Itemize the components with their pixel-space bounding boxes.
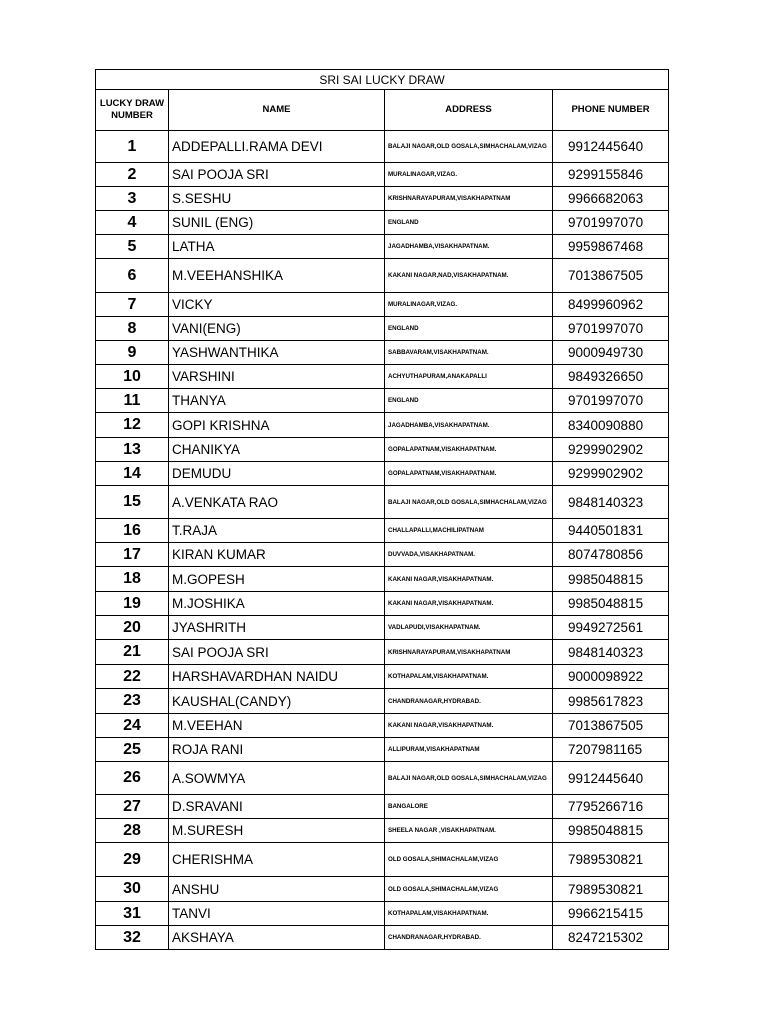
participant-phone: 9000949730 (553, 341, 669, 365)
participant-address: KRISHNARAYAPURAM,VISAKHAPATNAM (385, 640, 553, 665)
header-phone-number: PHONE NUMBER (553, 90, 669, 131)
lucky-draw-number: 27 (96, 795, 169, 819)
lucky-draw-number: 11 (96, 389, 169, 413)
participant-name: M.VEEHANSHIKA (169, 259, 385, 293)
participant-name: ADDEPALLI.RAMA DEVI (169, 131, 385, 163)
lucky-draw-number: 25 (96, 738, 169, 762)
table-row (96, 341, 669, 365)
table-row (96, 665, 669, 689)
table-row (96, 317, 669, 341)
lucky-draw-number: 22 (96, 665, 169, 689)
participant-phone: 7989530821 (553, 877, 669, 902)
lucky-draw-number: 8 (96, 317, 169, 341)
participant-phone: 9985048815 (553, 567, 669, 592)
table-row (96, 462, 669, 486)
sheet-title: SRI SAI LUCKY DRAW (96, 70, 669, 90)
table-row (96, 235, 669, 259)
lucky-draw-number: 32 (96, 926, 169, 950)
participant-phone: 9985048815 (553, 819, 669, 843)
table-row (96, 795, 669, 819)
participant-name: M.GOPESH (169, 567, 385, 592)
lucky-draw-number: 19 (96, 592, 169, 616)
participant-address: DUVVADA,VISAKHAPATNAM. (385, 543, 553, 567)
participant-phone: 7989530821 (553, 843, 669, 877)
table-row (96, 902, 669, 926)
participant-phone: 9949272561 (553, 616, 669, 640)
participant-phone: 7795266716 (553, 795, 669, 819)
participant-address: GOPALAPATNAM,VISAKHAPATNAM. (385, 462, 553, 486)
participant-name: SAI POOJA SRI (169, 163, 385, 187)
lucky-draw-number: 16 (96, 519, 169, 543)
participant-name: VARSHINI (169, 365, 385, 389)
participant-phone: 8499960962 (553, 293, 669, 317)
participant-address: ACHYUTHAPURAM,ANAKAPALLI (385, 365, 553, 389)
table-row (96, 543, 669, 567)
participant-name: AKSHAYA (169, 926, 385, 950)
participant-address: SHEELA NAGAR ,VISAKHAPATNAM. (385, 819, 553, 843)
header-lucky-draw-number: LUCKY DRAW NUMBER (96, 90, 169, 131)
participant-name: VICKY (169, 293, 385, 317)
lucky-draw-number: 30 (96, 877, 169, 902)
participant-address: ENGLAND (385, 389, 553, 413)
table-row (96, 819, 669, 843)
participant-phone: 9848140323 (553, 640, 669, 665)
participant-address: CHANDRANAGAR,HYDRABAD. (385, 926, 553, 950)
participant-address: BALAJI NAGAR,OLD GOSALA,SIMHACHALAM,VIZAG (385, 486, 553, 519)
participant-name: HARSHAVARDHAN NAIDU (169, 665, 385, 689)
participant-phone: 7013867505 (553, 714, 669, 738)
participant-phone: 9701997070 (553, 317, 669, 341)
participant-name: ANSHU (169, 877, 385, 902)
title-row (96, 70, 669, 90)
participant-address: SABBAVARAM,VISAKHAPATNAM. (385, 341, 553, 365)
participant-phone: 9701997070 (553, 211, 669, 235)
participant-address: VADLAPUDI,VISAKHAPATNAM. (385, 616, 553, 640)
participant-phone: 9985048815 (553, 592, 669, 616)
table-row (96, 714, 669, 738)
table-row (96, 519, 669, 543)
participant-address: KRISHNARAYAPURAM,VISAKHAPATNAM (385, 187, 553, 211)
table-row (96, 762, 669, 795)
lucky-draw-number: 31 (96, 902, 169, 926)
participant-phone: 9299902902 (553, 438, 669, 462)
lucky-draw-number: 14 (96, 462, 169, 486)
lucky-draw-number: 13 (96, 438, 169, 462)
participant-phone: 9966682063 (553, 187, 669, 211)
participant-name: KIRAN KUMAR (169, 543, 385, 567)
table-row (96, 486, 669, 519)
lucky-draw-number: 17 (96, 543, 169, 567)
participant-address: BALAJI NAGAR,OLD GOSALA,SIMHACHALAM,VIZAG (385, 762, 553, 795)
participant-address: KAKANI NAGAR,VISAKHAPATNAM. (385, 592, 553, 616)
participant-address: BALAJI NAGAR,OLD GOSALA,SIMHACHALAM,VIZAG (385, 131, 553, 163)
participant-address: KAKANI NAGAR,VISAKHAPATNAM. (385, 714, 553, 738)
header-address: ADDRESS (385, 90, 553, 131)
lucky-draw-number: 24 (96, 714, 169, 738)
header-row (96, 90, 669, 131)
lucky-draw-number: 6 (96, 259, 169, 293)
participant-address: OLD GOSALA,SHIMACHALAM,VIZAG (385, 877, 553, 902)
participant-name: D.SRAVANI (169, 795, 385, 819)
participant-name: JYASHRITH (169, 616, 385, 640)
participant-address: ENGLAND (385, 317, 553, 341)
participant-phone: 9985617823 (553, 689, 669, 714)
lucky-draw-number: 9 (96, 341, 169, 365)
lucky-draw-number: 12 (96, 413, 169, 438)
lucky-draw-number: 18 (96, 567, 169, 592)
participant-phone: 9440501831 (553, 519, 669, 543)
lucky-draw-number: 29 (96, 843, 169, 877)
participant-name: GOPI KRISHNA (169, 413, 385, 438)
participant-name: M.SURESH (169, 819, 385, 843)
participant-name: CHERISHMA (169, 843, 385, 877)
participant-address: JAGADHAMBA,VISAKHAPATNAM. (385, 413, 553, 438)
table-row (96, 389, 669, 413)
participant-address: JAGADHAMBA,VISAKHAPATNAM. (385, 235, 553, 259)
participant-phone: 9299902902 (553, 462, 669, 486)
table-row (96, 616, 669, 640)
participant-address: CHALLAPALLI,MACHILIPATNAM (385, 519, 553, 543)
participant-address: OLD GOSALA,SHIMACHALAM,VIZAG (385, 843, 553, 877)
participant-address: CHANDRANAGAR,HYDRABAD. (385, 689, 553, 714)
participant-name: LATHA (169, 235, 385, 259)
participant-address: MURALINAGAR,VIZAG. (385, 163, 553, 187)
participant-address: KOTHAPALAM,VISAKHAPATNAM. (385, 902, 553, 926)
participant-name: M.JOSHIKA (169, 592, 385, 616)
table-row (96, 567, 669, 592)
participant-phone: 9849326650 (553, 365, 669, 389)
participant-phone: 7013867505 (553, 259, 669, 293)
participant-address: BANGALORE (385, 795, 553, 819)
table-row (96, 689, 669, 714)
table-row (96, 413, 669, 438)
participant-name: A.SOWMYA (169, 762, 385, 795)
table-row (96, 293, 669, 317)
table-row (96, 365, 669, 389)
participant-phone: 9966215415 (553, 902, 669, 926)
table-row (96, 211, 669, 235)
lucky-draw-number: 3 (96, 187, 169, 211)
table-row (96, 640, 669, 665)
participant-name: SAI POOJA SRI (169, 640, 385, 665)
participant-name: YASHWANTHIKA (169, 341, 385, 365)
participant-name: VANI(ENG) (169, 317, 385, 341)
table-row (96, 738, 669, 762)
table-row (96, 187, 669, 211)
lucky-draw-number: 1 (96, 131, 169, 163)
participant-name: DEMUDU (169, 462, 385, 486)
participant-address: GOPALAPATNAM,VISAKHAPATNAM. (385, 438, 553, 462)
participant-address: KOTHAPALAM,VISAKHAPATNAM. (385, 665, 553, 689)
lucky-draw-number: 5 (96, 235, 169, 259)
participant-phone: 8074780856 (553, 543, 669, 567)
participant-phone: 8247215302 (553, 926, 669, 950)
participant-address: ENGLAND (385, 211, 553, 235)
participant-name: S.SESHU (169, 187, 385, 211)
table-row (96, 843, 669, 877)
participant-name: CHANIKYA (169, 438, 385, 462)
participant-address: MURALINAGAR,VIZAG. (385, 293, 553, 317)
participant-name: TANVI (169, 902, 385, 926)
participant-address: ALLIPURAM,VISAKHAPATNAM (385, 738, 553, 762)
participant-name: SUNIL (ENG) (169, 211, 385, 235)
participant-phone: 9912445640 (553, 131, 669, 163)
participant-phone: 9701997070 (553, 389, 669, 413)
participant-phone: 9299155846 (553, 163, 669, 187)
lucky-draw-number: 26 (96, 762, 169, 795)
table-row (96, 592, 669, 616)
lucky-draw-number: 28 (96, 819, 169, 843)
lucky-draw-number: 10 (96, 365, 169, 389)
lucky-draw-number: 2 (96, 163, 169, 187)
lucky-draw-number: 23 (96, 689, 169, 714)
table-row (96, 163, 669, 187)
participant-phone: 9959867468 (553, 235, 669, 259)
participant-name: KAUSHAL(CANDY) (169, 689, 385, 714)
table-row (96, 259, 669, 293)
participant-name: M.VEEHAN (169, 714, 385, 738)
participant-name: THANYA (169, 389, 385, 413)
lucky-draw-number: 4 (96, 211, 169, 235)
participant-address: KAKANI NAGAR,VISAKHAPATNAM. (385, 567, 553, 592)
lucky-draw-number: 21 (96, 640, 169, 665)
lucky-draw-number: 20 (96, 616, 169, 640)
table-row (96, 926, 669, 950)
lucky-draw-number: 7 (96, 293, 169, 317)
table-row (96, 877, 669, 902)
participant-phone: 7207981165 (553, 738, 669, 762)
table-row (96, 438, 669, 462)
participant-phone: 9848140323 (553, 486, 669, 519)
participant-name: T.RAJA (169, 519, 385, 543)
participant-address: KAKANI NAGAR,NAD,VISAKHAPATNAM. (385, 259, 553, 293)
participant-phone: 9000098922 (553, 665, 669, 689)
participant-phone: 8340090880 (553, 413, 669, 438)
participant-name: A.VENKATA RAO (169, 486, 385, 519)
participant-phone: 9912445640 (553, 762, 669, 795)
participant-name: ROJA RANI (169, 738, 385, 762)
lucky-draw-number: 15 (96, 486, 169, 519)
table-row (96, 131, 669, 163)
lucky-draw-table (95, 69, 669, 950)
header-name: NAME (169, 90, 385, 131)
